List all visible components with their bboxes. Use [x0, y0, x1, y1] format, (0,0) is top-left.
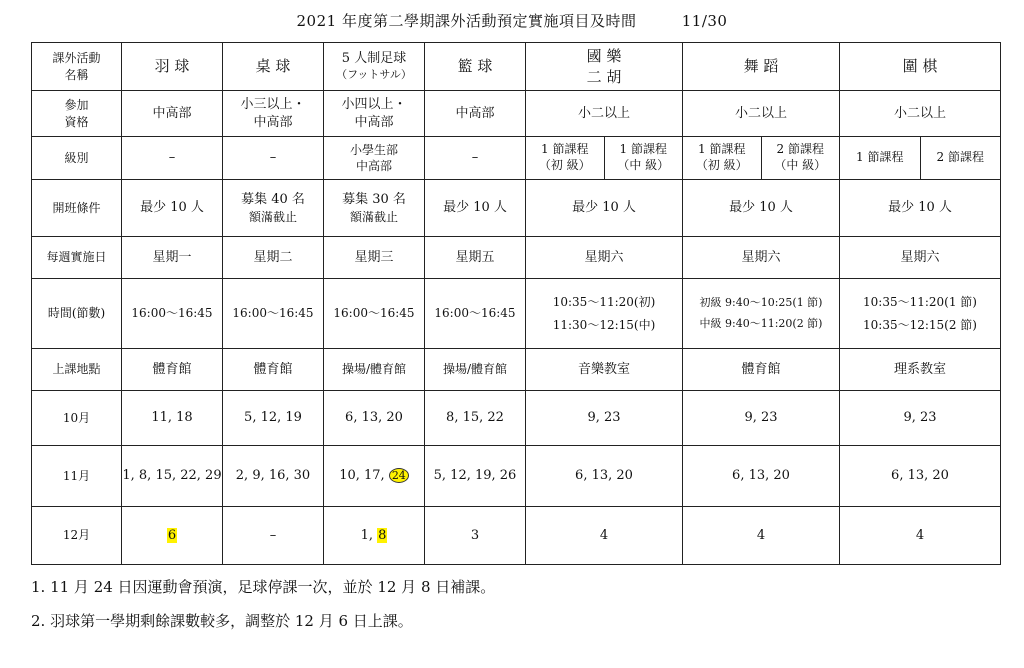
level-basketball: – [425, 137, 526, 180]
header-november: 11月 [32, 446, 122, 507]
header-weekday: 每週實施日 [32, 237, 122, 279]
name-go: 圍 棋 [840, 43, 1001, 91]
header-time: 時間(節數) [32, 279, 122, 349]
name-badminton: 羽 球 [122, 43, 223, 91]
level-go-a: 1 節課程 [856, 150, 904, 165]
time-basketball: 16:00～16:45 [425, 279, 526, 349]
oct-futsal: 6, 13, 20 [324, 391, 425, 446]
cond-dance: 最少 10 人 [683, 180, 840, 237]
oct-go: 9, 23 [840, 391, 1001, 446]
time-futsal: 16:00～16:45 [324, 279, 425, 349]
header-december: 12月 [32, 507, 122, 565]
oct-erhu: 9, 23 [526, 391, 683, 446]
highlighted-date-6: 6 [167, 527, 177, 543]
dec-table-tennis: – [223, 507, 324, 565]
level-erhu-b: 1 節課程 （中 級） [604, 137, 683, 179]
dec-go: 4 [840, 507, 1001, 565]
row-november [32, 446, 1001, 507]
header-october: 10月 [32, 391, 122, 446]
place-basketball: 操場/體育館 [425, 349, 526, 391]
row-december [32, 507, 1001, 565]
cond-table-tennis: 募集 40 名 額滿截止 [223, 180, 324, 237]
nov-table-tennis: 2, 9, 16, 30 [223, 446, 324, 507]
day-badminton: 星期一 [122, 237, 223, 279]
name-basketball: 籃 球 [425, 43, 526, 91]
schedule-table [31, 42, 1001, 565]
day-dance: 星期六 [683, 237, 840, 279]
document-title [0, 10, 1024, 31]
level-go [840, 137, 1001, 180]
dec-badminton [122, 507, 223, 565]
level-go-b: 2 節課程 [920, 137, 1001, 179]
row-name [32, 43, 1001, 91]
row-condition [32, 180, 1001, 237]
row-time [32, 279, 1001, 349]
title-date: 11/30 [681, 12, 728, 30]
cond-go: 最少 10 人 [840, 180, 1001, 237]
level-erhu-a: 1 節課程 （初 級） [538, 142, 591, 172]
nov-basketball: 5, 12, 19, 26 [425, 446, 526, 507]
oct-table-tennis: 5, 12, 19 [223, 391, 324, 446]
elig-badminton: 中高部 [122, 91, 223, 137]
circled-date-24: 24 [389, 468, 409, 483]
note-1: 1. 11 月 24 日因運動會預演，足球停課一次，並於 12 月 8 日補課。 [31, 578, 496, 596]
day-erhu: 星期六 [526, 237, 683, 279]
notes [31, 570, 495, 638]
dec-dance: 4 [683, 507, 840, 565]
dec-futsal: 1, 8 [324, 507, 425, 565]
place-erhu: 音樂教室 [526, 349, 683, 391]
place-table-tennis: 體育館 [223, 349, 324, 391]
time-go: 10:35～11:20(1 節) 10:35～12:15(2 節) [840, 279, 1001, 349]
time-table-tennis: 16:00～16:45 [223, 279, 324, 349]
row-eligibility [32, 91, 1001, 137]
nov-badminton: 1, 8, 15, 22, 29 [122, 446, 223, 507]
level-erhu [526, 137, 683, 180]
header-name: 課外活動 名稱 [32, 43, 122, 91]
level-dance [683, 137, 840, 180]
cond-futsal: 募集 30 名 額滿截止 [324, 180, 425, 237]
elig-erhu: 小二以上 [526, 91, 683, 137]
cond-badminton: 最少 10 人 [122, 180, 223, 237]
level-table-tennis: – [223, 137, 324, 180]
row-level [32, 137, 1001, 180]
day-go: 星期六 [840, 237, 1001, 279]
row-weekday [32, 237, 1001, 279]
level-badminton: – [122, 137, 223, 180]
oct-badminton: 11, 18 [122, 391, 223, 446]
header-eligibility: 參加 資格 [32, 91, 122, 137]
nov-erhu: 6, 13, 20 [526, 446, 683, 507]
time-erhu: 10:35～11:20(初) 11:30～12:15(中) [526, 279, 683, 349]
header-place: 上課地點 [32, 349, 122, 391]
day-basketball: 星期五 [425, 237, 526, 279]
place-badminton: 體育館 [122, 349, 223, 391]
place-futsal: 操場/體育館 [324, 349, 425, 391]
name-dance: 舞 蹈 [683, 43, 840, 91]
level-futsal: 小學生部 中高部 [324, 137, 425, 180]
time-badminton: 16:00～16:45 [122, 279, 223, 349]
elig-basketball: 中高部 [425, 91, 526, 137]
name-table-tennis: 桌 球 [223, 43, 324, 91]
oct-dance: 9, 23 [683, 391, 840, 446]
elig-dance: 小二以上 [683, 91, 840, 137]
elig-go: 小二以上 [840, 91, 1001, 137]
day-table-tennis: 星期二 [223, 237, 324, 279]
cond-erhu: 最少 10 人 [526, 180, 683, 237]
header-condition: 開班條件 [32, 180, 122, 237]
nov-dance: 6, 13, 20 [683, 446, 840, 507]
level-dance-b: 2 節課程 （中 級） [761, 137, 840, 179]
header-level: 級別 [32, 137, 122, 180]
day-futsal: 星期三 [324, 237, 425, 279]
dec-erhu: 4 [526, 507, 683, 565]
row-october [32, 391, 1001, 446]
nov-go: 6, 13, 20 [840, 446, 1001, 507]
title-text: 2021 年度第二學期課外活動預定實施項目及時間 [296, 12, 637, 30]
oct-basketball: 8, 15, 22 [425, 391, 526, 446]
elig-table-tennis: 小三以上・ 中高部 [223, 91, 324, 137]
place-go: 理系教室 [840, 349, 1001, 391]
name-erhu: 國 樂 二 胡 [526, 43, 683, 91]
note-2: 2. 羽球第一學期剩餘課數較多，調整於 12 月 6 日上課。 [31, 612, 413, 630]
level-dance-a: 1 節課程 （初 級） [695, 142, 748, 172]
row-place [32, 349, 1001, 391]
time-dance: 初級 9:40～10:25(1 節) 中級 9:40～11:20(2 節) [683, 279, 840, 349]
name-futsal: 5 人制足球 （フットサル） [324, 43, 425, 91]
cond-basketball: 最少 10 人 [425, 180, 526, 237]
highlighted-date-8: 8 [378, 527, 387, 543]
place-dance: 體育館 [683, 349, 840, 391]
nov-futsal: 10, 17, 24 [324, 446, 425, 507]
elig-futsal: 小四以上・ 中高部 [324, 91, 425, 137]
dec-basketball: 3 [425, 507, 526, 565]
